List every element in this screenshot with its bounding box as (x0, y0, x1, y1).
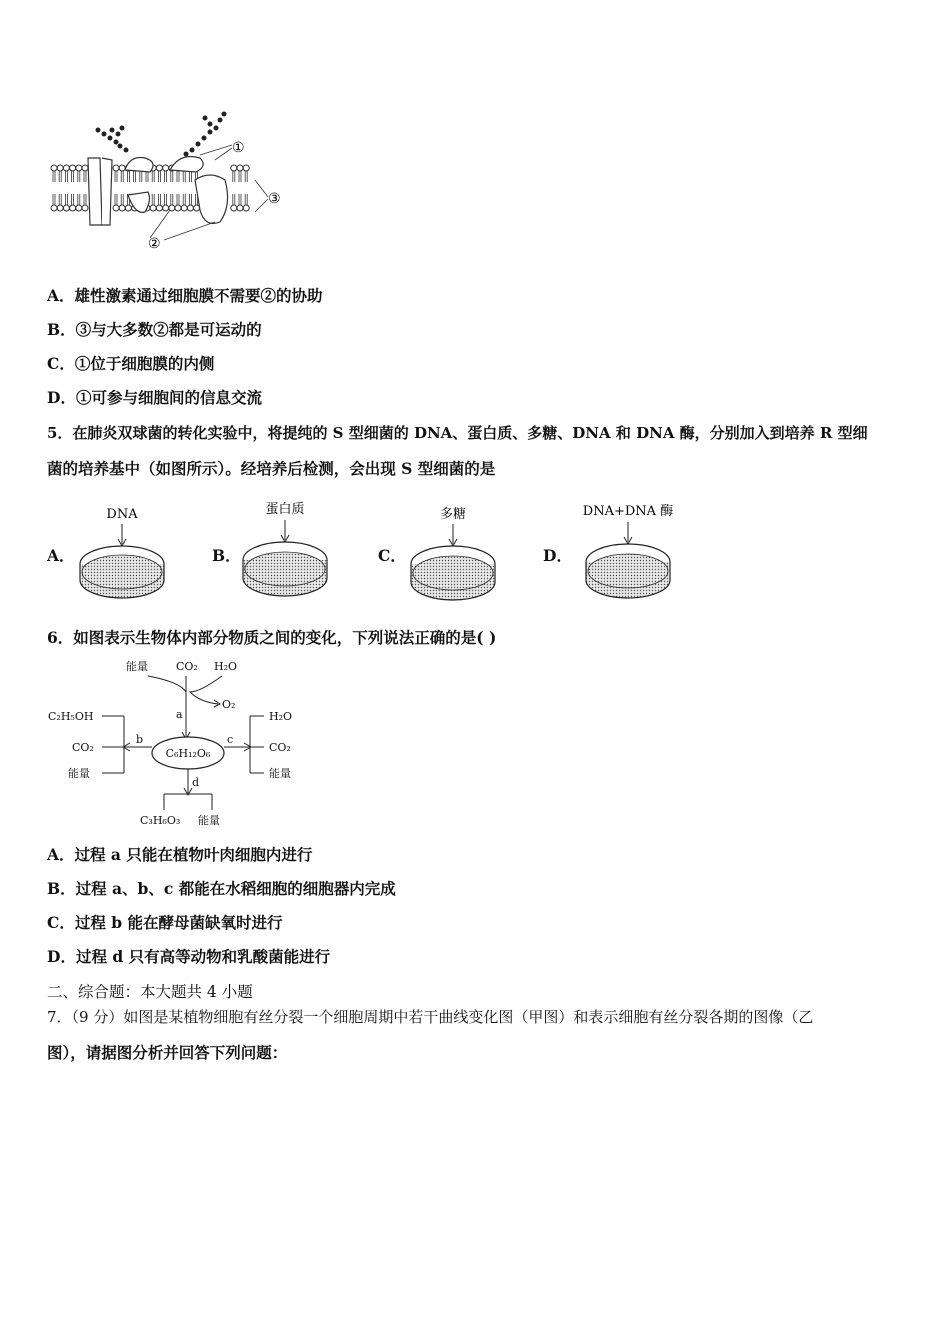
label-3: ③ (268, 191, 281, 207)
q5-option-b-letter: B． (212, 546, 241, 565)
q5-option-a-letter: A． (47, 546, 75, 565)
arrow-a: a (176, 708, 183, 721)
phospholipid (119, 194, 125, 211)
right-energy: 能量 (269, 767, 291, 780)
phospholipid (70, 165, 76, 182)
top-energy: 能量 (126, 660, 148, 673)
q5-stem-line2: 菌的培养基中（如图所示）。经培养后检测，会出现 S 型细菌的是 (47, 459, 496, 478)
q5-option-c-letter: C． (378, 546, 406, 565)
petri-dish-figure (0, 496, 950, 612)
phospholipid (187, 194, 193, 211)
q5-stem-line1: 5．在肺炎双球菌的转化实验中，将提纯的 S 型细菌的 DNA、蛋白质、多糖、DNA 和 DNA 酶，分别加入到培养 R 型细 (47, 424, 868, 442)
q4-option-c: C．①位于细胞膜的内侧 (47, 354, 215, 373)
q6-option-c: C．过程 b 能在酵母菌缺氧时进行 (47, 913, 283, 932)
q6-option-b: B．过程 a、b、c 都能在水稻细胞的细胞器内完成 (47, 879, 396, 898)
dish-d (583, 504, 673, 598)
right-h2o: H₂O (269, 710, 293, 723)
protein-blob (195, 175, 228, 224)
phospholipid (57, 194, 63, 211)
phospholipid (231, 165, 237, 182)
arrow-d: d (192, 776, 200, 789)
dish-c-label: 多糖 (439, 507, 467, 522)
bottom-lactate: C₃H₆O₃ (140, 814, 181, 827)
q6-stem: 6．如图表示生物体内部分物质之间的变化，下列说法正确的是( ) (47, 628, 497, 647)
protein-blob (170, 157, 203, 173)
phospholipid (119, 165, 125, 182)
right-co2: CO₂ (269, 741, 291, 754)
phospholipid (237, 194, 243, 211)
o2-label: O₂ (222, 698, 236, 711)
dish-d-label: DNA+DNA 酶 (582, 504, 674, 519)
section-heading: 二、综合题：本大题共 4 小题 (47, 983, 253, 1001)
top-co2: CO₂ (176, 660, 198, 673)
q7-stem-line2: 图），请据图分析并回答下列问题： (47, 1043, 288, 1062)
phospholipid (76, 165, 82, 182)
dish-a-label: DNA (106, 507, 138, 522)
dish-a (80, 507, 164, 598)
q4-option-d: D．①可参与细胞间的信息交流 (47, 388, 262, 407)
q6-option-d: D．过程 d 只有高等动物和乳酸菌能进行 (47, 947, 331, 966)
left-ethanol: C₂H₅OH (48, 710, 94, 723)
phospholipid (243, 194, 249, 211)
phospholipid (63, 194, 69, 211)
q4-option-b: B．③与大多数②都是可运动的 (47, 320, 262, 339)
dish-c (411, 506, 495, 600)
label-2: ② (148, 236, 161, 252)
left-energy: 能量 (68, 767, 90, 780)
phospholipid (243, 165, 249, 182)
dish-b (243, 502, 327, 596)
phospholipid (169, 194, 175, 211)
left-co2: CO₂ (72, 741, 94, 754)
metabolism-diagram (40, 652, 330, 834)
phospholipid (82, 165, 88, 182)
phospholipid (76, 194, 82, 211)
cell-membrane-figure (40, 100, 300, 260)
top-h2o: H₂O (214, 660, 238, 673)
arrow-b: b (136, 733, 144, 746)
phospholipid (82, 194, 88, 211)
phospholipid (231, 194, 237, 211)
phospholipid (51, 165, 57, 182)
phospholipid (237, 165, 243, 182)
center-glucose: C₆H₁₂O₆ (165, 747, 211, 760)
phospholipid (156, 194, 162, 211)
glycoprotein-chain (96, 112, 227, 157)
phospholipid (163, 165, 169, 182)
q7-stem-line1: 7．（9 分）如图是某植物细胞有丝分裂一个细胞周期中若干曲线变化图（甲图）和表示细胞有丝分裂各期的图像（乙 (47, 1008, 814, 1026)
phospholipid (63, 165, 69, 182)
phospholipid (175, 194, 181, 211)
label-1: ① (232, 140, 245, 156)
transmembrane-protein (88, 158, 102, 225)
phospholipid (113, 194, 119, 211)
q4-option-a: A．雄性激素通过细胞膜不需要②的协助 (47, 286, 323, 305)
phospholipid (156, 165, 162, 182)
phospholipid (181, 194, 187, 211)
bottom-energy: 能量 (198, 814, 220, 827)
phospholipid (150, 194, 156, 211)
arrow-c: c (227, 733, 234, 746)
q5-option-d-letter: D． (543, 546, 572, 565)
phospholipid (51, 194, 57, 211)
phospholipid (163, 194, 169, 211)
q6-option-a: A．过程 a 只能在植物叶肉细胞内进行 (47, 845, 313, 864)
dish-b-label: 蛋白质 (265, 502, 305, 517)
phospholipid (113, 165, 119, 182)
phospholipid (70, 194, 76, 211)
phospholipid (57, 165, 63, 182)
protein-blob (125, 158, 153, 173)
